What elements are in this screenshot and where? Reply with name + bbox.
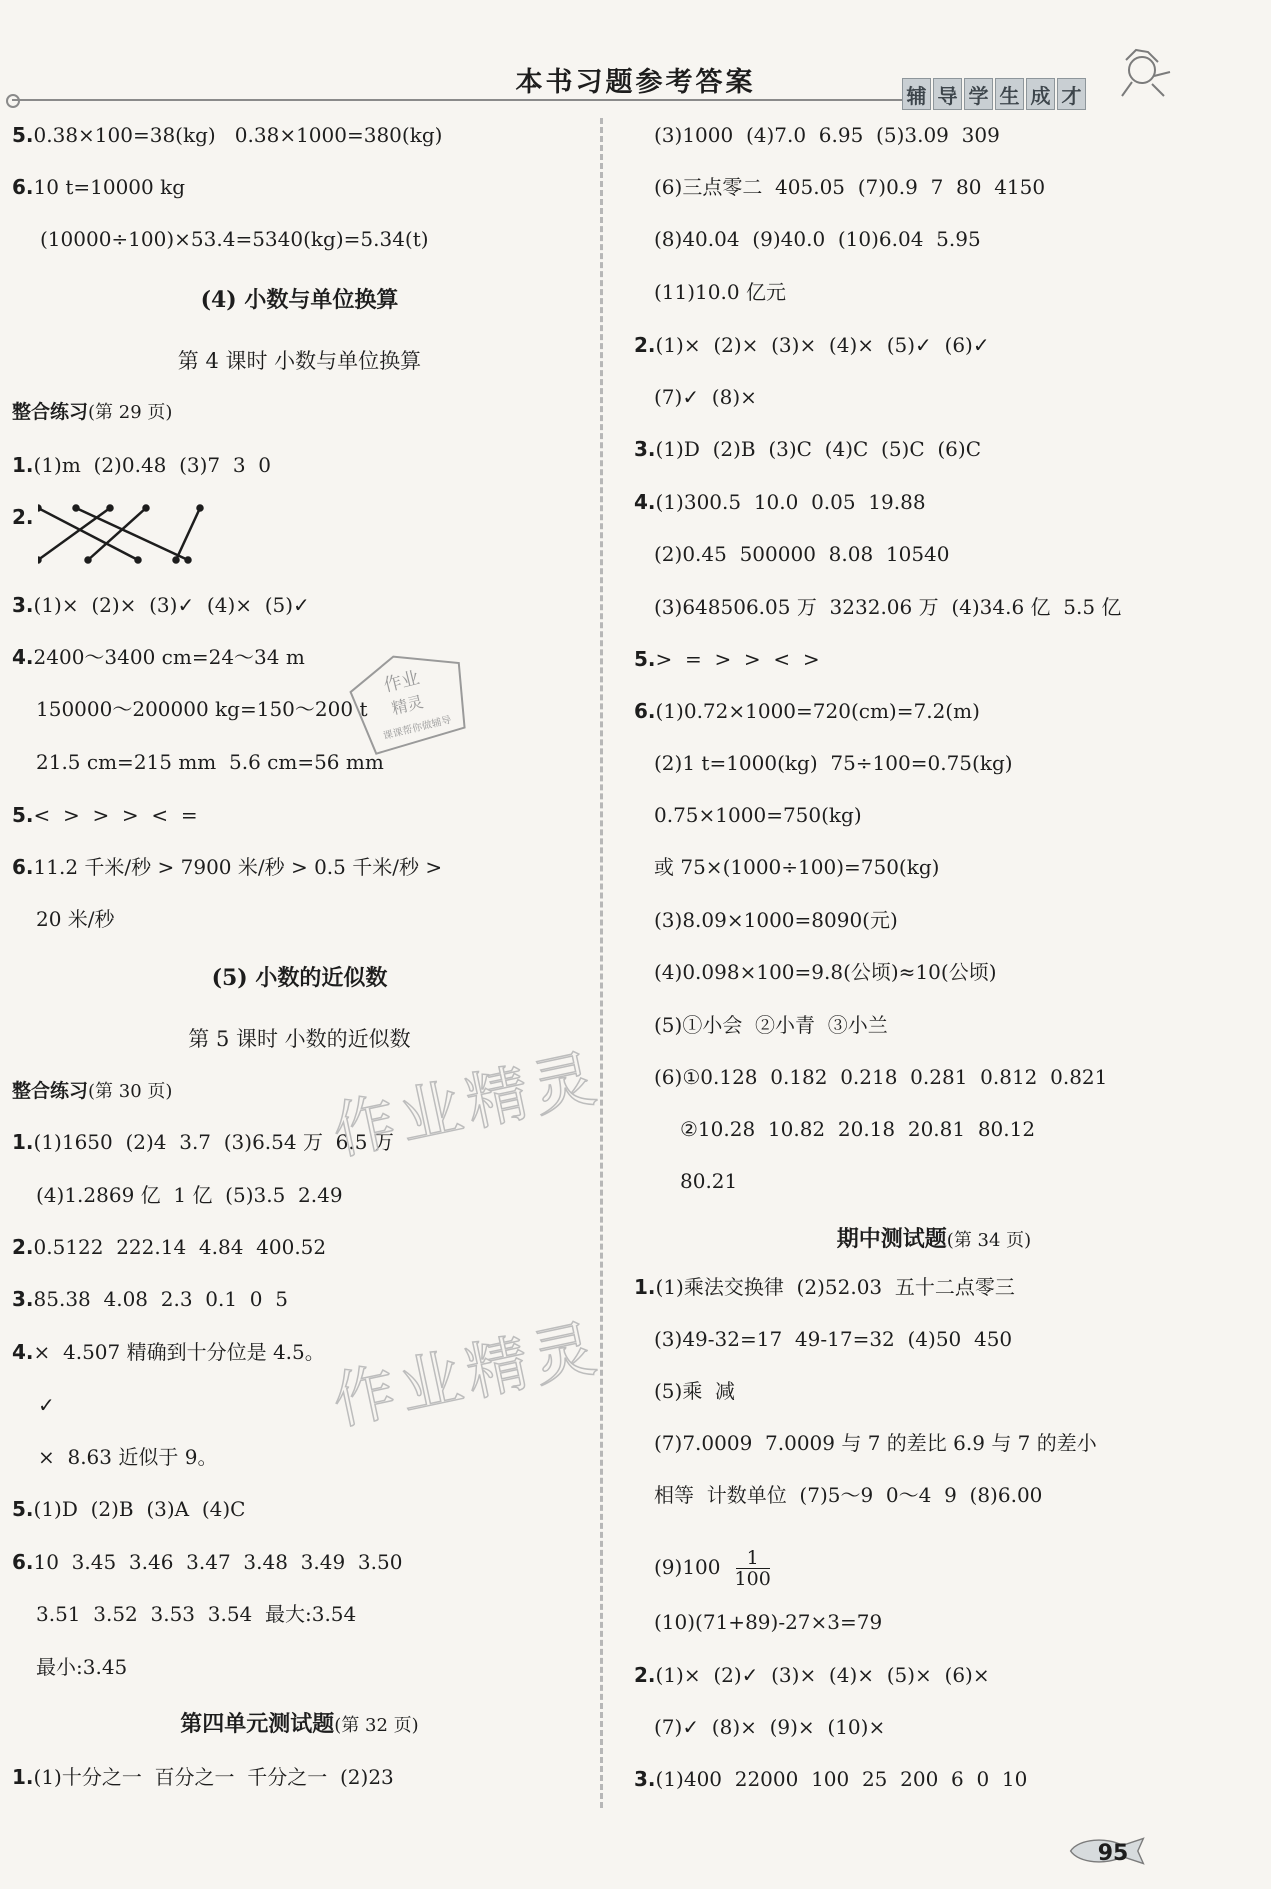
- question-number: 3.: [634, 1767, 656, 1791]
- section-heading: (4) 小数与单位换算: [200, 287, 399, 313]
- answer-text: (1)0.72×1000=720(cm)=7.2(m): [655, 699, 980, 723]
- answer-line: [12, 1494, 245, 1524]
- answer-line: [654, 1062, 1107, 1092]
- answer-text: (5)乘 减: [654, 1379, 736, 1403]
- answer-line: [36, 694, 367, 724]
- question-number: 3.: [12, 1287, 34, 1311]
- answer-text: 10 t=10000 kg: [33, 175, 186, 199]
- answer-text: (3)8.09×1000=8090(元): [654, 908, 898, 932]
- answer-line: [654, 1712, 885, 1742]
- exercise-label: [12, 1075, 172, 1105]
- answer-line: [634, 644, 820, 674]
- brand-badge: [902, 74, 1082, 116]
- answer-text: ✓: [38, 1393, 55, 1417]
- answer-line: [12, 1547, 402, 1577]
- answer-text: > = > > < >: [655, 647, 820, 671]
- heading-page-ref: (第 34 页): [946, 1230, 1032, 1251]
- answer-line: [634, 330, 990, 360]
- answer-line: [654, 1480, 1042, 1510]
- answer-text: 或 75×(1000÷100)=750(kg): [654, 855, 940, 879]
- answer-line: [654, 1376, 735, 1406]
- question-number: 1.: [12, 453, 34, 477]
- answer-line: [654, 277, 786, 307]
- question-number: 2.: [12, 1235, 34, 1259]
- answer-text: (8)40.04 (9)40.0 (10)6.04 5.95: [654, 227, 981, 251]
- question-number: 2.: [634, 1663, 656, 1687]
- brand-badge-char: 生: [995, 78, 1024, 110]
- answer-text: 0.38×100=38(kg) 0.38×1000=380(kg): [33, 123, 443, 147]
- answer-text: 相等 计数单位 (7)5～9 0～4 9 (8)6.00: [654, 1483, 1043, 1507]
- answer-text: 150000～200000 kg=150～200 t: [36, 697, 368, 721]
- answer-line: [654, 539, 950, 569]
- stamp-bottom-text: 课课帮你做辅导: [382, 714, 453, 743]
- question-number: 4.: [634, 490, 656, 514]
- question-number: 2.: [12, 505, 34, 529]
- answer-line: [654, 1607, 882, 1637]
- answer-text: < > > > < =: [33, 803, 198, 827]
- brand-badge-char: 才: [1057, 78, 1086, 110]
- answer-text: 3.51 3.52 3.53 3.54 最大:3.54: [36, 1602, 357, 1626]
- answer-text: (1)D (2)B (3)A (4)C: [33, 1497, 246, 1521]
- section-heading: (5) 小数的近似数: [211, 965, 388, 991]
- brand-badge-chars: [902, 78, 1086, 110]
- answer-line: [12, 1284, 288, 1314]
- exercise-label: [12, 396, 172, 426]
- answer-text: (1)× (2)× (3)✓ (4)× (5)✓: [33, 593, 310, 617]
- answer-line: [680, 1114, 1035, 1144]
- brand-badge-char: 辅: [902, 78, 931, 110]
- lesson-heading: 第 5 课时 小数的近似数: [188, 1027, 411, 1051]
- answer-text: 80.21: [680, 1169, 738, 1193]
- question-number: 3.: [634, 437, 656, 461]
- answer-line: [40, 224, 429, 254]
- answer-line: [12, 172, 185, 202]
- answer-line: [634, 487, 926, 517]
- test-heading: [12, 1709, 587, 1739]
- question-number: 6.: [12, 855, 34, 879]
- answer-text: (3)1000 (4)7.0 6.95 (5)3.09 309: [654, 123, 1000, 147]
- answer-text: (5)①小会 ②小青 ③小兰: [654, 1013, 888, 1037]
- heading-page-ref: (第 30 页): [88, 1081, 173, 1102]
- answer-line: [654, 800, 862, 830]
- answer-line: [654, 1428, 1097, 1458]
- answer-line: [12, 502, 34, 532]
- answer-line: [654, 1010, 888, 1040]
- heading-label: 整合练习: [12, 1080, 89, 1102]
- answer-text: (2)1 t=1000(kg) 75÷100=0.75(kg): [654, 751, 1013, 775]
- answer-text: 0.5122 222.14 4.84 400.52: [33, 1235, 327, 1259]
- answer-text: (1)乘法交换律 (2)52.03 五十二点零三: [655, 1275, 1015, 1299]
- answer-text: (3)648506.05 万 3232.06 万 (4)34.6 亿 5.5 亿: [654, 595, 1122, 619]
- matching-lines-diagram: [38, 500, 218, 570]
- answer-line: [12, 590, 310, 620]
- heading-label: 期中测试题: [836, 1227, 947, 1252]
- fraction-denominator: 100: [734, 1568, 771, 1590]
- answer-line: [654, 957, 997, 987]
- answer-line: [654, 1324, 1012, 1354]
- answer-line: [38, 1442, 217, 1472]
- answer-text: × 8.63 近似于 9。: [38, 1445, 218, 1469]
- answer-line: [12, 1762, 394, 1792]
- answer-line: [634, 1660, 990, 1690]
- answer-text: 0.75×1000=750(kg): [654, 803, 862, 827]
- answer-text: (1)× (2)× (3)× (4)× (5)✓ (6)✓: [655, 333, 990, 357]
- question-number: 1.: [12, 1765, 34, 1789]
- answer-line: [36, 747, 384, 777]
- watermark-text-2: 作业精灵: [326, 1310, 608, 1439]
- answer-text: (1)400 22000 100 25 200 6 0 10: [655, 1767, 1028, 1791]
- answer-line: [12, 642, 305, 672]
- fraction-numerator: 1: [746, 1547, 759, 1569]
- heading-page-ref: (第 32 页): [334, 1715, 419, 1736]
- answer-text: (7)✓ (8)× (9)× (10)×: [654, 1715, 886, 1739]
- column-divider: [600, 118, 603, 1808]
- answer-line: [634, 696, 980, 726]
- answer-line: [12, 800, 198, 830]
- answer-text: (1)1650 (2)4 3.7 (3)6.54 万 6.5 万: [33, 1130, 394, 1154]
- answer-text: 20 米/秒: [36, 907, 115, 931]
- answer-line: [654, 852, 939, 882]
- answer-text: (3)49-32=17 49-17=32 (4)50 450: [654, 1327, 1013, 1351]
- question-number: 4.: [12, 1340, 34, 1364]
- answer-line: [12, 1337, 325, 1367]
- watermark-stamp: [334, 634, 487, 772]
- fraction: [735, 1548, 771, 1589]
- answer-line: [12, 450, 271, 480]
- answer-text: (2)0.45 500000 8.08 10540: [654, 542, 950, 566]
- answer-line: [12, 1232, 326, 1262]
- brand-badge-char: 导: [933, 78, 962, 110]
- answer-line: [654, 592, 1121, 622]
- answer-line: [654, 120, 1000, 150]
- question-number: 5.: [634, 647, 656, 671]
- test-heading: [634, 1224, 1234, 1254]
- question-number: 2.: [634, 333, 656, 357]
- answer-text: (7)7.0009 7.0009 与 7 的差比 6.9 与 7 的差小: [654, 1431, 1097, 1455]
- answer-line: [38, 1390, 55, 1420]
- header-rule: [12, 99, 912, 101]
- question-number: 3.: [12, 593, 34, 617]
- question-number: 1.: [634, 1275, 656, 1299]
- header-dot-icon: [6, 94, 20, 108]
- answer-line: [12, 852, 442, 882]
- question-number: 6.: [634, 699, 656, 723]
- heading-label: 整合练习: [12, 401, 89, 423]
- mascot-icon: [1108, 38, 1178, 108]
- answer-line: [654, 172, 1045, 202]
- answer-line: [654, 748, 1013, 778]
- answer-text: (1)300.5 10.0 0.05 19.88: [655, 490, 926, 514]
- question-number: 6.: [12, 175, 34, 199]
- answer-text: 10 3.45 3.46 3.47 3.48 3.49 3.50: [33, 1550, 403, 1574]
- brand-badge-char: 成: [1026, 78, 1055, 110]
- answer-text: (1)× (2)✓ (3)× (4)× (5)× (6)×: [655, 1663, 990, 1687]
- watermark-text-1: 作业精灵: [326, 1040, 608, 1169]
- answer-line: [654, 382, 757, 412]
- answer-line: [12, 120, 442, 150]
- answer-line: [36, 904, 115, 934]
- answer-text: (1)十分之一 百分之一 千分之一 (2)23: [33, 1765, 394, 1789]
- answer-text: 最小:3.45: [36, 1655, 128, 1679]
- answer-line: [36, 1599, 356, 1629]
- answer-text: (7)✓ (8)×: [654, 385, 757, 409]
- answer-text: (4)0.098×100=9.8(公顷)≈10(公顷): [654, 960, 997, 984]
- answer-text: (1)D (2)B (3)C (4)C (5)C (6)C: [655, 437, 982, 461]
- question-number: 5.: [12, 803, 34, 827]
- heading-label: 第四单元测试题: [180, 1712, 335, 1737]
- answer-text: ②10.28 10.82 20.18 20.81 80.12: [680, 1117, 1036, 1141]
- page-title: 本书习题参考答案: [515, 67, 756, 98]
- question-number: 1.: [12, 1130, 34, 1154]
- answer-text: (11)10.0 亿元: [654, 280, 786, 304]
- answer-text: × 4.507 精确到十分位是 4.5。: [33, 1340, 325, 1364]
- answer-line: [634, 434, 981, 464]
- question-number: 4.: [12, 645, 34, 669]
- answer-line: [634, 1272, 1015, 1302]
- answer-text: (9)100: [654, 1555, 721, 1579]
- answer-text: 2400～3400 cm=24～34 m: [33, 645, 305, 669]
- answer-text: (10000÷100)×53.4=5340(kg)=5.34(t): [40, 227, 429, 251]
- answer-line: [634, 1764, 1027, 1794]
- answer-text: (1)m (2)0.48 (3)7 3 0: [33, 453, 272, 477]
- stamp-middle-text: 精灵: [389, 692, 426, 719]
- stamp-top-text: 作业: [381, 667, 422, 697]
- answer-text: 21.5 cm=215 mm 5.6 cm=56 mm: [36, 750, 384, 774]
- answer-line: [680, 1166, 737, 1196]
- answer-text: 85.38 4.08 2.3 0.1 0 5: [33, 1287, 288, 1311]
- answer-text: (6)①0.128 0.182 0.218 0.281 0.812 0.821: [654, 1065, 1108, 1089]
- page-number: 95: [1097, 1841, 1129, 1866]
- answer-line: [654, 1542, 771, 1592]
- heading-page-ref: (第 29 页): [88, 402, 173, 423]
- question-number: 5.: [12, 1497, 34, 1521]
- answer-line: [36, 1652, 127, 1682]
- answer-text: (10)(71+89)-27×3=79: [654, 1610, 883, 1634]
- answer-text: (4)1.2869 亿 1 亿 (5)3.5 2.49: [36, 1183, 343, 1207]
- question-number: 6.: [12, 1550, 34, 1574]
- answer-text: (6)三点零二 405.05 (7)0.9 7 80 4150: [654, 175, 1046, 199]
- answer-line: [654, 905, 898, 935]
- answer-text: 11.2 千米/秒 > 7900 米/秒 > 0.5 千米/秒 >: [33, 855, 443, 879]
- answer-line: [654, 224, 981, 254]
- answer-line: [36, 1180, 343, 1210]
- question-number: 5.: [12, 123, 34, 147]
- brand-badge-char: 学: [964, 78, 993, 110]
- lesson-heading: 第 4 课时 小数与单位换算: [177, 349, 422, 373]
